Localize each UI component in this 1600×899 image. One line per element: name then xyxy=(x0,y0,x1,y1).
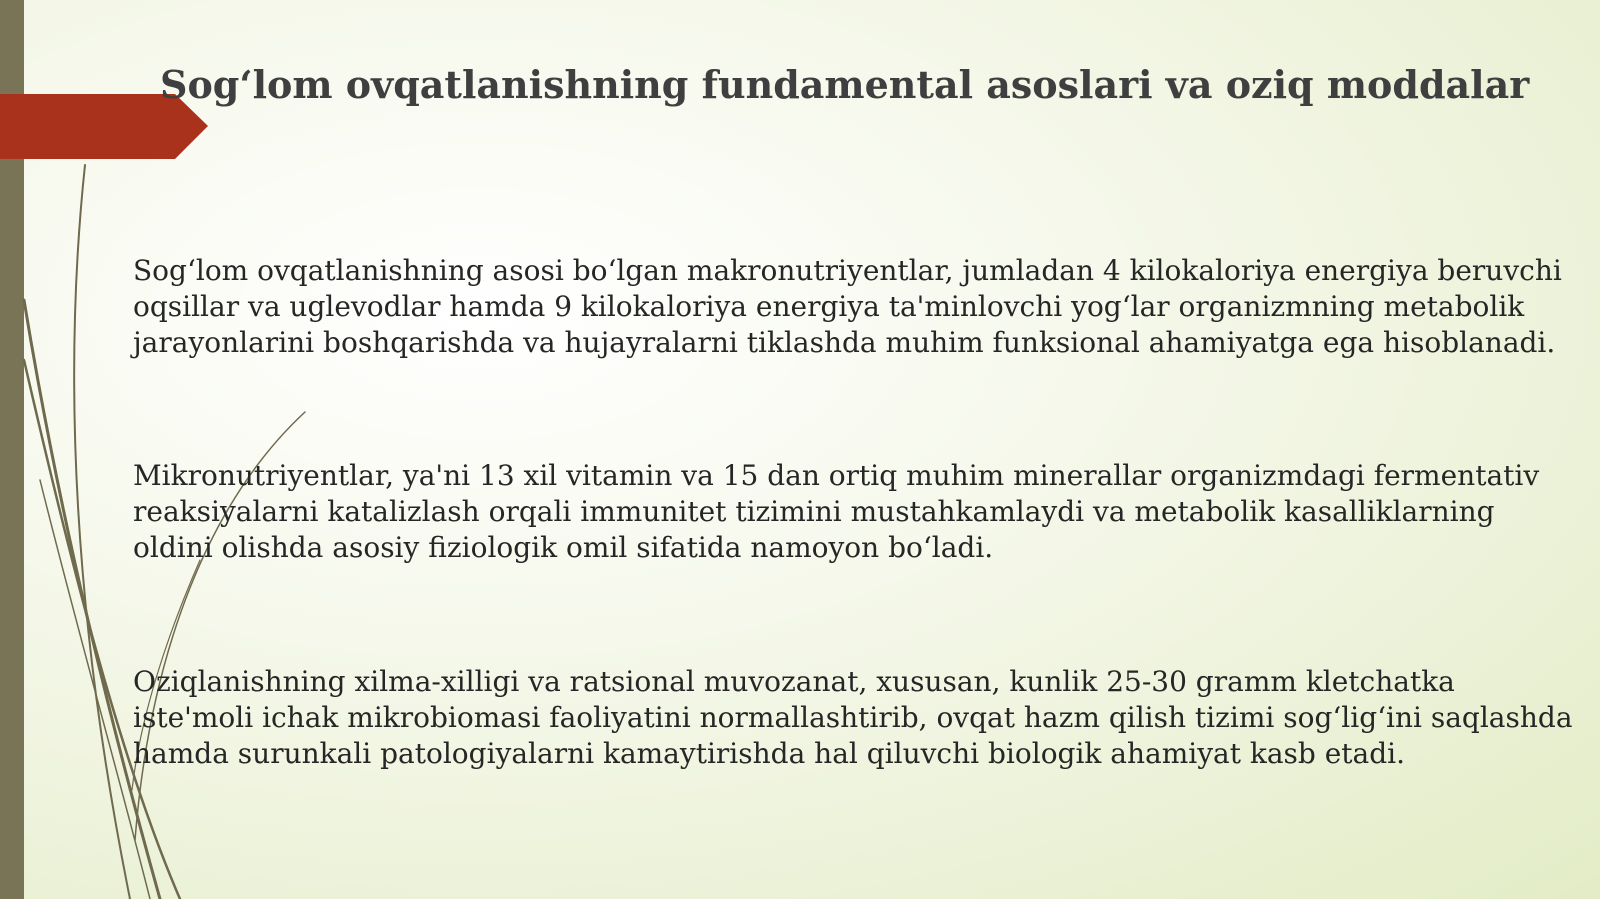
slide-title: Sog‘lom ovqatlanishning fundamental asoslari va oziq moddalar xyxy=(160,62,1530,107)
paragraph-diet-diversity: Oziqlanishning xilma-xilligi va ratsional muvozanat, xususan, kunlik 25-30 gramm kletchatka iste'moli ichak mikrobiomasi faoliyatini normallashtirib, ovqat hazm qilish tizimi sog‘lig‘ini saqlashda hamda surunkali patologiyalarni kamaytirishda hal qiluvchi biologik ahamiyat kasb etadi. xyxy=(133,665,1573,770)
paragraph-macronutrients: Sog‘lom ovqatlanishning asosi bo‘lgan makronutriyentlar, jumladan 4 kilokaloriya energiya beruvchi oqsillar va uglevodlar hamda 9 kilokaloriya energiya ta'minlovchi yog‘lar organizmning metabolik jarayonlarini boshqarishda va hujayralarni tiklashda muhim funksional ahamiyatga ega hisoblanadi. xyxy=(133,254,1562,359)
paragraph-micronutrients: Mikronutriyentlar, ya'ni 13 xil vitamin va 15 dan ortiq muhim minerallar organizmdagi fermentativ reaksiyalarni katalizlash orqali immunitet tizimini mustahkamlaydi va metabolik kasalliklarning oldini olishda asosiy fiziologik omil sifatida namoyon bo‘ladi. xyxy=(133,459,1540,564)
